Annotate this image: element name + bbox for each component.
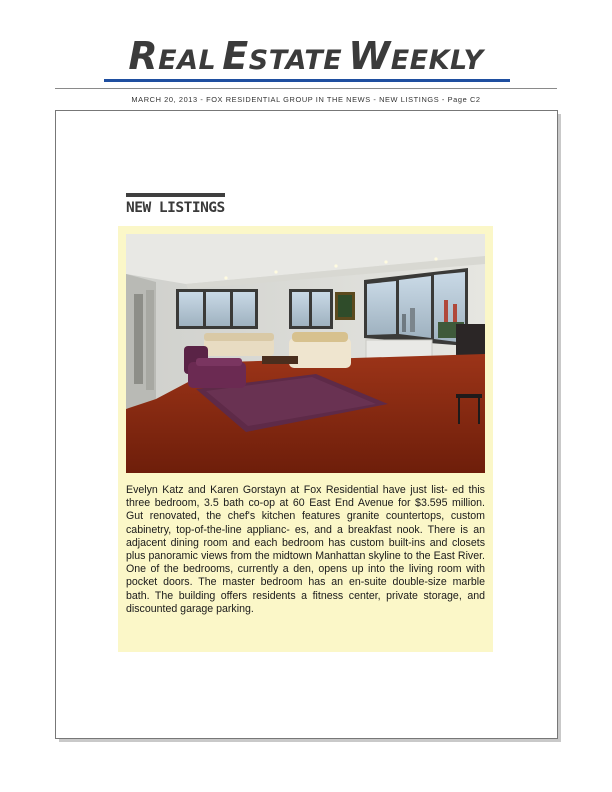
masthead-word2-rest: STATE	[248, 45, 343, 76]
listing-box	[118, 226, 493, 652]
masthead-word2-initial: E	[222, 34, 249, 78]
masthead-word1-initial: R	[128, 34, 159, 78]
dateline: MARCH 20, 2013 - FOX RESIDENTIAL GROUP IN THE NEWS - NEW LISTINGS - Page C2	[131, 95, 481, 104]
caption-line: for $3.595 million. Gut renovated, the chef's kitchen features	[126, 497, 485, 523]
listing-photo	[126, 234, 485, 473]
caption-line: One of the bedrooms, currently a den, opens up into the living	[126, 563, 433, 576]
masthead-blue-rule	[104, 79, 510, 82]
caption-line: center, private storage, and discounted garage parking.	[126, 589, 485, 615]
masthead-title	[0, 34, 612, 78]
caption-line: granite countertops, custom cabinetry, top-of-the-line applianc-	[126, 510, 485, 536]
masthead-word3-initial: W	[348, 34, 391, 78]
caption-line: es, and a breakfast nook. There is an adjacent dining room and	[126, 523, 485, 549]
masthead-divider	[55, 88, 557, 89]
section-title: NEW LISTINGS	[126, 200, 225, 216]
masthead-word1-rest: EAL	[158, 45, 217, 76]
living-room-photo	[126, 234, 485, 473]
caption-line: views from the midtown Manhattan skyline to the East River.	[201, 550, 485, 563]
listing-description	[126, 484, 485, 616]
caption-line: ed this three bedroom, 3.5 bath co-op at 60 East End Avenue	[126, 484, 485, 510]
caption-line: each bedroom has custom built-ins and closets plus panoramic	[126, 536, 485, 563]
caption-line: double-size marble bath. The building offers residents a fitness	[126, 576, 485, 602]
caption-line: room with pocket doors. The master bedroom has an en-suite	[126, 563, 485, 589]
section-title-bar	[126, 193, 225, 197]
masthead-word3-rest: EEKLY	[390, 45, 484, 76]
caption-line: Evelyn Katz and Karen Gorstayn at Fox Residential have just list-	[126, 484, 448, 496]
